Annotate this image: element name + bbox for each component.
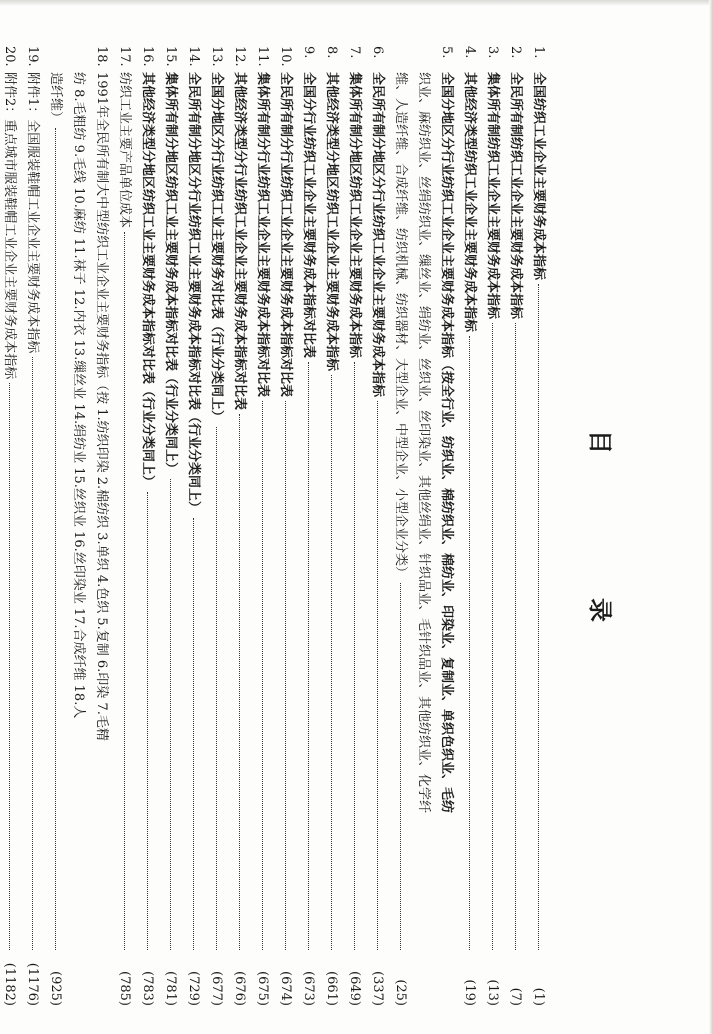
toc-entry-number: 17. (117, 46, 132, 67)
toc-entry-page: (7) (508, 987, 523, 1006)
dot-leader (515, 323, 516, 950)
dot-leader (55, 128, 56, 950)
dot-leader (9, 383, 10, 950)
toc-entry-page: (1176) (25, 962, 40, 1006)
toc-entry-page: (13) (485, 979, 500, 1006)
toc-entry (67, 46, 90, 1006)
dot-leader (216, 427, 217, 950)
toc-entry-number: 8. (324, 46, 339, 59)
toc-entry (0, 46, 21, 1006)
toc-entry-number: 11. (255, 46, 270, 67)
scan-edge-top (0, 0, 713, 6)
toc-entry (389, 46, 412, 1006)
toc-entry-text: 其他经济类型分地区纺织工业主要财务成本指标对比表（行业分类同上） (140, 72, 155, 489)
toc-entry-text: 其他经济类型分行业纺织工业企业主要财务成本指标对比表 (232, 72, 247, 411)
toc-entry-text: 全国分行业纺织工业企业主要财务成本指标对比表 (301, 72, 316, 359)
dot-leader (308, 362, 309, 950)
dot-leader (469, 336, 470, 950)
dot-leader (331, 375, 332, 950)
toc-entry-number: 20. (2, 46, 17, 67)
toc-entry-page: (729) (186, 971, 201, 1006)
toc-entry-number: 5. (439, 46, 454, 59)
toc-entry-text: 维、人造纤维、合成纤维、纺织机械、纺织器材、大型企业、中型企业、小型企业分类） (393, 72, 408, 580)
toc-entry-page: (925) (48, 971, 63, 1006)
toc-entry-text: 附件2：重点城市服装鞋帽工业企业主要财务成本指标 (2, 72, 17, 380)
dot-leader (285, 401, 286, 950)
toc-entry (297, 46, 320, 1006)
toc-entry-page: (783) (140, 971, 155, 1006)
dot-leader (124, 232, 125, 950)
toc-entry-number: 18. (94, 46, 109, 67)
toc-entry-text: 1991年全民所有制大中型纺织工业企业主要财务指标（按 1.纺织印染 2.棉纺织 3.单织 4.色织 5.复制 6.印染 7.毛精 (94, 72, 109, 741)
toc-entry-page: (337) (370, 971, 385, 1006)
toc-entry-text: 全国纺织工业企业主要财务成本指标 (531, 72, 546, 281)
toc-entry-text: 全民所有制分地区分行业纺织工业主要财务成本指标对比表（行业分类同上） (186, 72, 201, 515)
toc-entry-text: 附件1：全国服装鞋帽工业企业主要财务成本指标 (25, 72, 40, 354)
toc-entry-text: 集体所有制分地区纺织工业主要财务成本指标对比表（行业分类同上） (163, 72, 178, 476)
toc-entry (44, 46, 67, 1006)
toc-entry-text: 全民所有制分行业纺织工业企业主要财务成本指标对比表 (278, 72, 293, 398)
toc-entry-text: 其他经济类型纺织工业企业主要财务成本指标 (462, 72, 477, 333)
toc-entry-text: 造纤维） (48, 72, 63, 125)
toc-entry-number: 14. (186, 46, 201, 67)
dot-leader (492, 323, 493, 950)
toc-entry-page: (649) (347, 971, 362, 1006)
toc-entry-text: 纺 8.毛粗纺 9.毛线 10.麻纺 11.袜子 12.内衣 13.缫丝业 14.绢纺业 15.丝织业 16.丝印染业 17.合成纤维 18.人 (71, 72, 86, 719)
toc-entry-page: (25) (393, 979, 408, 1006)
dot-leader (147, 492, 148, 950)
toc-entry-page: (1) (531, 987, 546, 1006)
toc-entry-page: (19) (462, 979, 477, 1006)
toc-entry-number: 4. (462, 46, 477, 59)
toc-entry (435, 46, 458, 1006)
dot-leader (32, 357, 33, 950)
toc-entry (412, 46, 435, 1006)
toc-entry-text: 全国分地区分行业纺织工业企业主要财务成本指标（按全行业、纺织业、棉纺织业、棉纺业、印染业、复制业、单织色织业、毛纺 (439, 72, 454, 814)
toc-entry (21, 46, 44, 1006)
toc-entry-number: 3. (485, 46, 500, 59)
dot-leader (193, 518, 194, 950)
toc-entry-text: 其他经济类型分地区纺织工业企业主要财务成本指标 (324, 72, 339, 372)
toc-entry (504, 46, 527, 1006)
toc-entry-page: (785) (117, 971, 132, 1006)
toc-entry-number: 16. (140, 46, 155, 67)
dot-leader (538, 284, 539, 950)
toc-entry-page: (781) (163, 971, 178, 1006)
toc-entry-page: (1182) (2, 962, 17, 1006)
toc-entry (481, 46, 504, 1006)
dot-leader (262, 401, 263, 950)
toc-entry-text: 集体所有制纺织工业企业主要财务成本指标 (485, 72, 500, 320)
toc-entry-text: 集体所有制分行业纺织工业企业主要财务成本指标对比表 (255, 72, 270, 398)
toc-entry-text: 纺织工业主要产品单位成本 (117, 72, 132, 229)
toc-entry (458, 46, 481, 1006)
toc-entry (343, 46, 366, 1006)
toc-entry-page: (661) (324, 971, 339, 1006)
toc-entry-text: 全国分地区分行业纺织工业主要财务对比表（行业分类同上） (209, 72, 224, 424)
toc-entry-page: (677) (209, 971, 224, 1006)
dot-leader (170, 479, 171, 950)
table-of-contents (2, 46, 620, 1006)
toc-entry (366, 46, 389, 1006)
toc-entry (320, 46, 343, 1006)
toc-entry-number: 6. (370, 46, 385, 59)
page-title: 目 录 (586, 430, 615, 682)
toc-entry (159, 46, 182, 1006)
toc-entry-number: 1. (531, 46, 546, 59)
toc-entry-page: (673) (301, 971, 316, 1006)
dot-leader (354, 362, 355, 950)
toc-entry (136, 46, 159, 1006)
toc-entry (251, 46, 274, 1006)
toc-entry-number: 10. (278, 46, 293, 67)
toc-entry (228, 46, 251, 1006)
toc-entry (205, 46, 228, 1006)
toc-entry-text: 全民所有制分地区分行业纺织工业企业主要财务成本指标 (370, 72, 385, 398)
dot-leader (377, 401, 378, 950)
scan-edge-right (709, 0, 713, 1034)
dot-leader (400, 583, 401, 950)
toc-entry-text: 集体所有制分地区纺织工业企业主要财务成本指标 (347, 72, 362, 359)
toc-entry-page: (675) (255, 971, 270, 1006)
toc-entry-number: 13. (209, 46, 224, 67)
toc-entry-number: 9. (301, 46, 316, 59)
toc-entry-text: 全民所有制纺织工业企业主要财务成本指标 (508, 72, 523, 320)
toc-entry-page: (674) (278, 971, 293, 1006)
toc-entry-number: 12. (232, 46, 247, 67)
toc-entry-page: (676) (232, 971, 247, 1006)
dot-leader (239, 414, 240, 950)
toc-entry-number: 7. (347, 46, 362, 59)
toc-entry (182, 46, 205, 1006)
toc-entry-number: 2. (508, 46, 523, 59)
toc-entry-number: 19. (25, 46, 40, 67)
toc-entry (113, 46, 136, 1006)
toc-entry-number: 15. (163, 46, 178, 67)
toc-entry (527, 46, 550, 1006)
toc-entry (274, 46, 297, 1006)
toc-entry-text: 织业、麻纺织业、丝绢纺织业、缫丝业、绢纺业、丝织业、丝印染业、其他丝绢业、针织品业、毛针织品业、其他纺织业、化学纤 (416, 72, 431, 814)
toc-entry (90, 46, 113, 1006)
toc-entries (0, 46, 550, 1006)
